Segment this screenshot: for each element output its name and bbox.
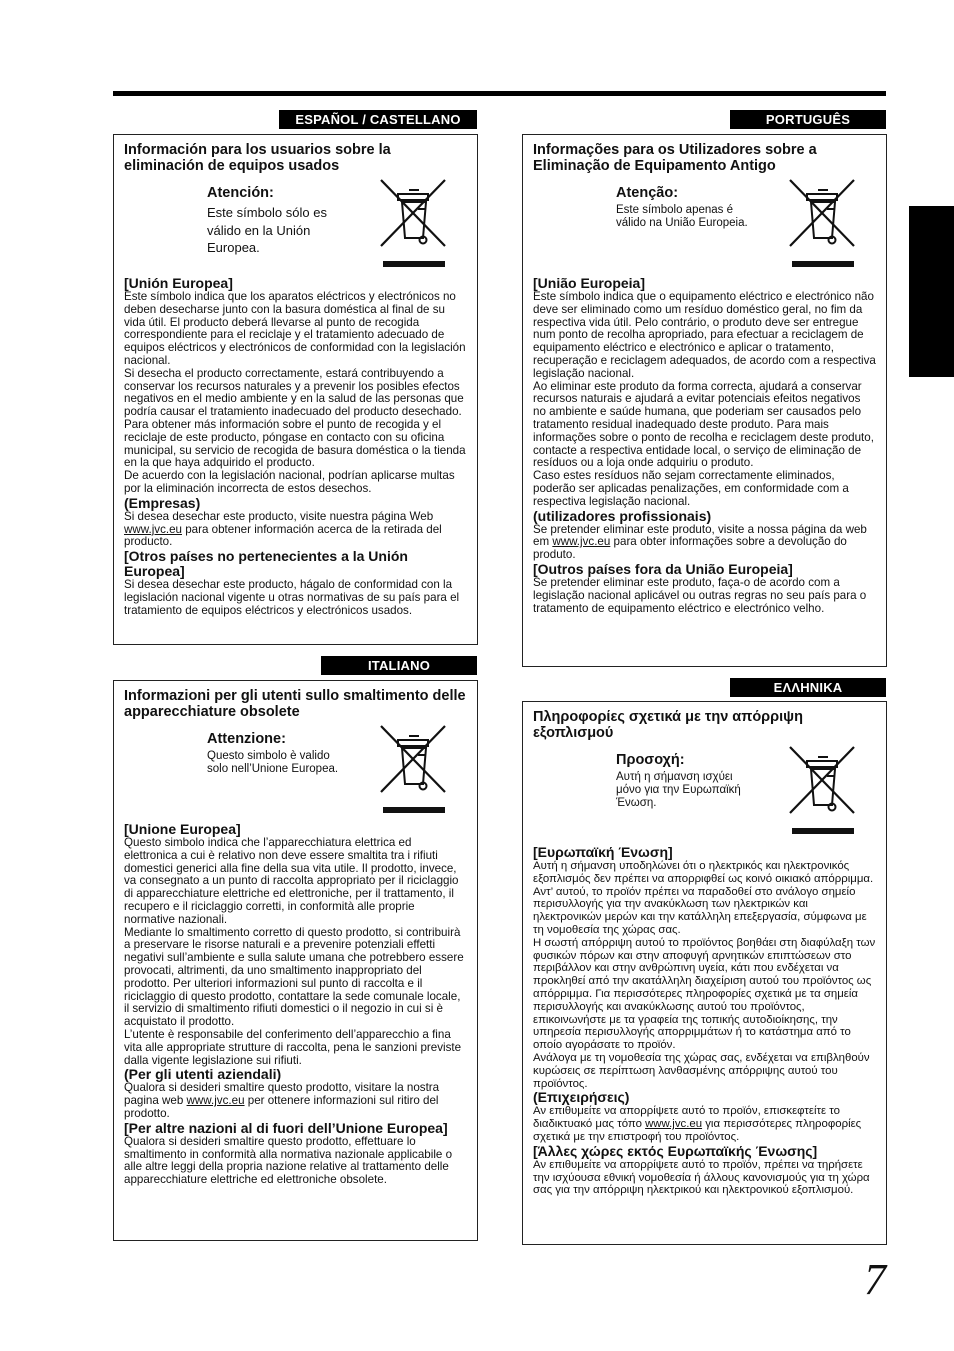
eu-text-1: Questo simbolo indica che l’apparecchiatura elettrica ed elettronica a cui è relativo non deve essere smaltita tra i rifiuti domestici generici alla fine della sua vita utile. Il prodotto, invece, va consegnato a un punto di raccolta appropriato per il riciclaggio di apparecchiature elettriche ed elettroniche, per il trattamento, il recupero e il riciclaggio corretti, in conformità alle proprie normative nazionali. (124, 836, 459, 926)
other-countries-heading: [Per altre nazioni al di fuori dell’Unione Europea] (124, 1119, 448, 1136)
business-heading: (Επιχειρήσεις) (533, 1089, 630, 1106)
other-countries-text: Qualora si desideri smaltire questo prodotto, effettuare lo smaltimento in conformità alla normativa nazionale applicabile o alle altre leggi della propria nazione relative al trattamento delle apparecchiature elettriche ed elettroniche obsolete. (124, 1134, 453, 1187)
section-greek (522, 701, 887, 1245)
eu-text-3: Caso estes resíduos não sejam correctamente eliminados, poderão ser aplicadas penalizações, em conformidade com a respectiva legislação nacional. (533, 469, 849, 508)
eu-heading: [União Europeia] (533, 275, 646, 291)
section-title: Πληροφορίες σχετικά με την απόρριψη εξοπλισμού (533, 709, 803, 741)
business-heading: (Per gli utenti aziendali) (124, 1066, 282, 1083)
attention-label: Atención: (207, 185, 274, 201)
eu-text-1: Este símbolo indica que o equipamento eléctrico e electrónico não deve ser eliminado como um resíduo doméstico geral, no fim da respectiva vida útil. Pelo contrário, o produto deve ser entregue num ponto de recolha apropriado, para efectuar a reciclagem de equipamento eléctrico e electrónico e aplicar o tratamento, recuperação e reciclagem adequados, de acordo com a respectiva legislação nacional. (533, 290, 876, 380)
business-text-pre: Αν επιθυμείτε να απορρίψετε αυτό το προϊόν, επισκεφτείτε το διαδικτυακό μας τόπο (533, 1105, 840, 1131)
eu-heading: [Unione Europea] (124, 821, 241, 837)
eu-text-3: L’utente è responsabile del conferimento dell’apparecchio a fina vita alle appropriate strutture di raccolta, pena le sanzioni previste dalla vigente legislazione sui rifiuti. (124, 1027, 462, 1067)
eu-heading: [Unión Europea] (124, 275, 233, 291)
lang-tab-greek: ΕΛΛΗΝΙΚΑ (730, 678, 886, 697)
section-title: Informações para os Utilizadores sobre a Eliminação de Equipamento Antigo (533, 142, 817, 174)
other-countries-heading: [Άλλες χώρες εκτός Ευρωπαϊκής Ένωσης] (533, 1142, 818, 1159)
page-number: 7 (864, 1255, 886, 1304)
business-heading: (utilizadores profissionais) (533, 507, 712, 524)
attention-notice (124, 730, 467, 822)
attention-label: Atenção: (616, 185, 679, 201)
eu-text-3: Ανάλογα με τη νομοθεσία της χώρας σας, ενδέχεται να επιβληθούν κυρώσεις σε περίπτωση λανθασμένης απόρριψης αυτού του προϊόντος. (533, 1051, 870, 1090)
attention-notice (124, 184, 467, 276)
jvc-link[interactable]: www.jvc.eu (552, 535, 611, 549)
business-text (533, 1105, 876, 1143)
eu-text-2: Si desecha el producto correctamente, estará contribuyendo a conservar los recursos naturales y a prevenir los posibles efectos negativos en el medio ambiente y en la salud de las personas que podría causar el tratamiento inadecuado del producto desechado. Para obtener más información sobre el punto de recogida y el reciclaje de este producto, póngase en contacto con su oficina municipal, su servicio de recogida de basura doméstica o la tienda en la que haya adquirido el producto. (124, 366, 466, 470)
side-thumb-tab (909, 206, 954, 377)
eu-text-2: Ao eliminar este produto da forma correcta, ajudará a conservar recursos naturais e ajudará a evitar potenciais efeitos negativos no ambiente e saúde humana, que poderiam ser causados pelo tratamento residual inadequado deste produto. Para mais informações sobre o ponto de recolha e reciclagem deste produto, contacte a respectiva entidade local, o serviço de eliminação de resíduos ou a loja onde adquiriu o produto. (533, 379, 874, 470)
other-countries-heading: [Outros países fora da União Europeia] (533, 560, 793, 577)
attention-text: Este símbolo sólo es válido en la Unión Europea. (207, 205, 327, 255)
section-spanish (113, 134, 478, 645)
attention-label: Attenzione: (207, 731, 286, 747)
eu-text-1: Αυτή η σήμανση υποδηλώνει ότι ο ηλεκτρικός και ηλεκτρονικός εξοπλισμός δεν πρέπει να απορριφθεί ως κοινό οικιακό απόρριμμα. Αντ’ αυτού, το προϊόν πρέπει να παραδοθεί στο ανάλογο σημείο περισυλλογής για την ανακύκλωση των ηλεκτρικών και ηλεκτρονικών μερών και την κατάλληλη επεξεργασία, σύμφωνα με τη νομοθεσία της χώρας σας. (533, 860, 874, 936)
attention-text: Αυτή η σήμανση ισχύει μόνο για την Ευρωπαϊκή Ένωση. (616, 771, 741, 809)
jvc-link[interactable]: www.jvc.eu (124, 522, 182, 536)
business-text-post: per ottenere informazioni sul ritiro del prodotto. (124, 1094, 439, 1120)
jvc-link[interactable]: www.jvc.eu (186, 1094, 245, 1108)
eu-text-3: De acuerdo con la legislación nacional, podrían aplicarse multas por la eliminación incorrecta de estos desechos. (124, 469, 455, 495)
eu-text-2: Mediante lo smaltimento corretto di questo prodotto, si contribuirà a preservare le risorse naturali e a prevenire potenziali effetti negativi sull’ambiente e sulla salute umana che potrebbero essere provocati, altrimenti, da uno smaltimento inappropriato del prodotto. Per ulteriori informazioni sul punto di raccolta e il riciclaggio di questo prodotto, contattare la sede comunale locale, il servizio di smaltimento rifiuti domestici o il negozio in cui si è acquistato il prodotto. (124, 925, 464, 1029)
attention-notice (533, 184, 876, 276)
section-title: Información para los usuarios sobre la eliminación de equipos usados (124, 142, 391, 174)
section-portuguese (522, 134, 887, 667)
other-countries-text: Αν επιθυμείτε να απορρίψετε αυτό το προϊόν, πρέπει να τηρήσετε την ισχύουσα εθνική νομοθεσία ή άλλους κανονισμούς για τη χώρα σας για την απόρριψη ηλεκτρικού και ηλεκτρονικού εξοπλισμού. (533, 1158, 870, 1197)
lang-tab-italian: ITALIANO (321, 656, 477, 675)
attention-label: Προσοχή: (616, 752, 685, 768)
other-countries-text: Si desea desechar este producto, hágalo de conformidad con la legislación nacional vigente u otras normativas de su país para el tratamiento de equipos eléctricos y electrónicos usados. (124, 578, 460, 617)
eu-heading: [Ευρωπαϊκή Ένωση] (533, 844, 673, 860)
business-text (533, 524, 876, 562)
business-text-pre: Se pretender eliminar este produto, visite a nossa página da web em (533, 522, 867, 549)
crossed-out-wheeled-bin-icon (787, 745, 859, 841)
business-text-post: για περισσότερες πληροφορίες σχετικά με την επιστροφή του προϊόντος. (533, 1118, 862, 1143)
eu-text-2: Η σωστή απόρριψη αυτού το προϊόντος βοηθάει στη διαφύλαξη των φυσικών πόρων και στην αποφυγή αρνητικών επιπτώσεων στο περιβάλλον και στην ανθρώπινη υγεία, κάτι που ενδέχεται να προκληθεί από την ακατάλληλη διαχείριση αυτού του προϊόντος ως απόρριμμα. Για περισσότερες πληροφορίες σχετικά με τα σημεία περισυλλογής και ανακύκλωσης αυτού του προϊόντος, επικοινωνήστε με τα γραφεία της τοπικής αυτοδιοίκησης, την υπηρεσία περισυλλογής απορριμμάτων ή το κατάστημα από το οποίο αγοράσατε το προϊόν. (533, 936, 876, 1052)
business-text-post: para obter informações sobre a devolução do produto. (533, 535, 847, 562)
business-text-pre: Qualora si desideri smaltire questo prodotto, visitare la nostra pagina web (124, 1081, 440, 1108)
crossed-out-wheeled-bin-icon (787, 178, 859, 274)
business-text (124, 1082, 467, 1120)
other-countries-text: Se pretender eliminar este produto, faça-o de acordo com a legislação nacional aplicável ou outras regras no seu país para o tratamento de equipamento eléctrico e electrónico velho. (533, 575, 867, 615)
other-countries-heading: [Otros países no pertenecientes a la Unión Europea] (124, 548, 408, 580)
attention-notice (533, 751, 876, 845)
business-text-pre: Si desea desechar este producto, visite nuestra página Web (124, 509, 434, 523)
business-heading: (Empresas) (124, 494, 201, 511)
crossed-out-wheeled-bin-icon (378, 724, 450, 820)
lang-tab-portuguese: PORTUGUÊS (730, 110, 886, 129)
section-title: Informazioni per gli utenti sullo smaltimento delle apparecchiature obsolete (124, 688, 466, 720)
business-text (124, 511, 467, 549)
eu-text-1: Este símbolo indica que los aparatos eléctricos y electrónicos no deben desecharse junto con la basura doméstica al final de su vida útil. El producto deberá llevarse al punto de recogida correspondiente para el reciclaje y el tratamiento adecuado de equipos eléctricos y electrónicos de conformidad con la legislación nacional. (124, 290, 466, 367)
top-rule (113, 91, 886, 96)
attention-text: Questo simbolo è valido solo nell’Unione Europea. (207, 750, 339, 775)
attention-text: Este símbolo apenas é válido na União Europeia. (616, 204, 748, 229)
crossed-out-wheeled-bin-icon (378, 178, 450, 274)
lang-tab-spanish: ESPAÑOL / CASTELLANO (279, 110, 477, 129)
jvc-link[interactable]: www.jvc.eu (645, 1118, 703, 1131)
section-italian (113, 680, 478, 1241)
business-text-post: para obtener información acerca de la retirada del producto. (124, 522, 442, 549)
